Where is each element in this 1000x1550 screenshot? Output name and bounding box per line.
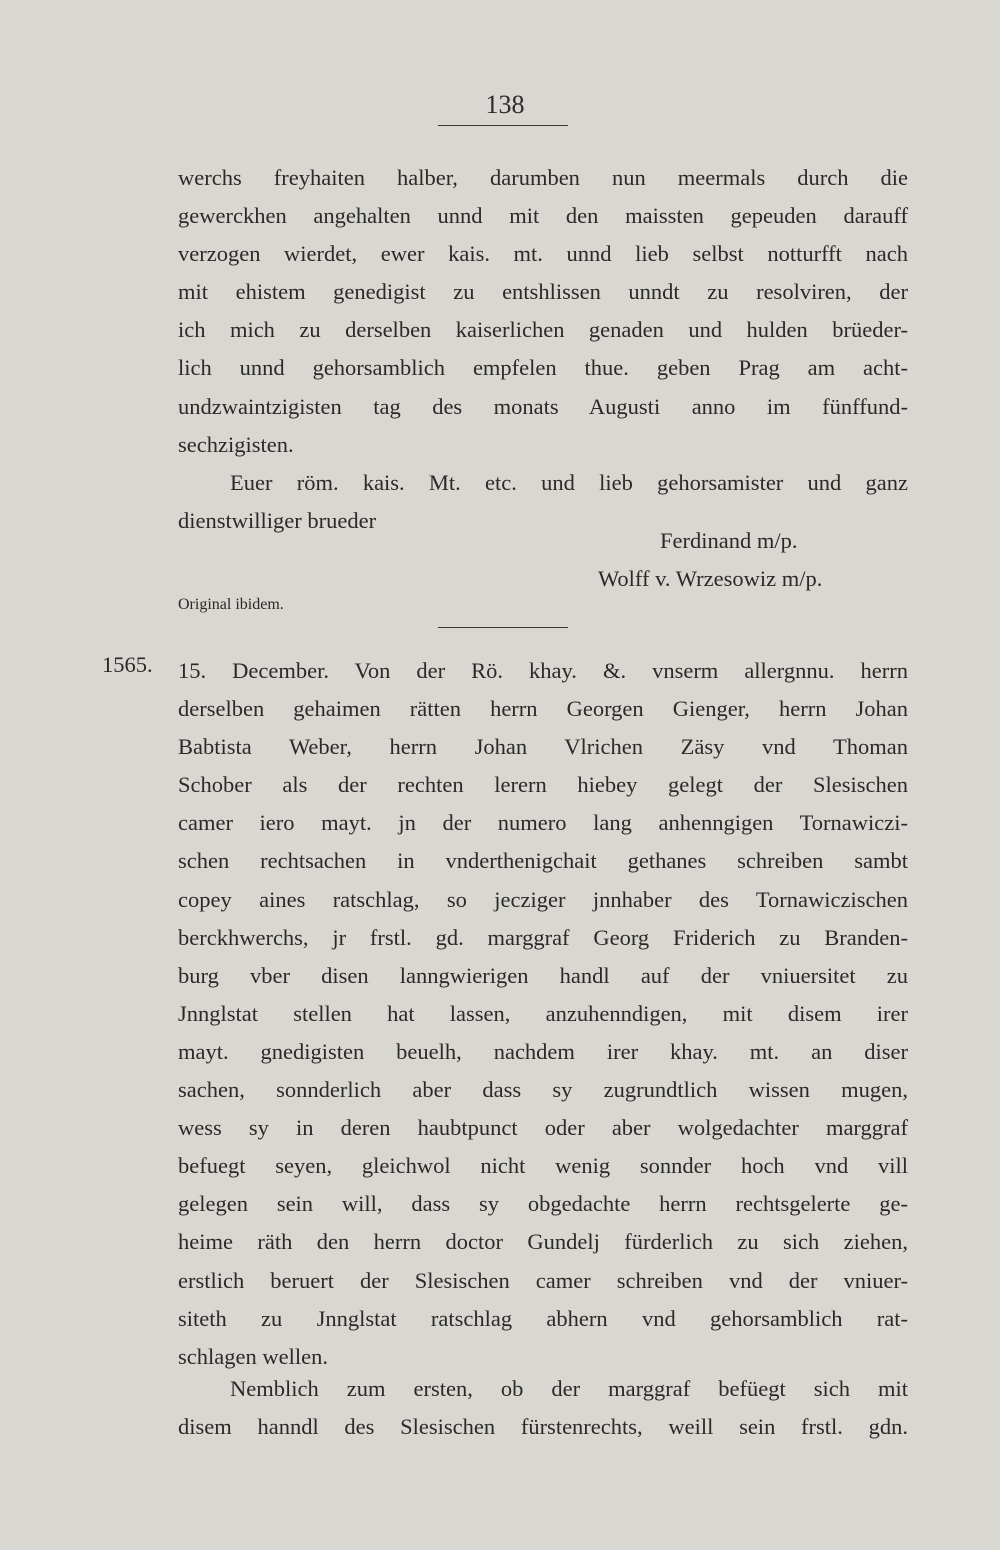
text-line: gewerckhen angehalten unnd mit den maissten gepeuden darauff [178,203,908,229]
text-line: undzwaintzigisten tag des monats Augusti anno im fünffund- [178,393,908,419]
text-line: copey aines ratschlag, so jecziger jnnhaber des Tornawiczischen [178,886,908,912]
text-line: gelegen sein will, dass sy obgedachte herrn rechtsgelerte ge- [178,1191,908,1217]
text-line: Jnnglstat stellen hat lassen, anzuhenndigen, mit disem irer [178,1000,908,1026]
entry-body [178,652,908,1376]
text-line: befuegt seyen, gleichwol nicht wenig sonnder hoch vnd vill [178,1153,908,1179]
text-line: disem hanndl des Slesischen fürstenrechts, weill sein frstl. gdn. [178,1414,908,1440]
header-rule [438,125,568,126]
letter-body [178,159,908,464]
text-line: ich mich zu derselben kaiserlichen genaden und hulden brüeder- [178,317,908,343]
text-line: Babtista Weber, herrn Johan Vlrichen Zäsy vnd Thoman [178,734,908,760]
text-line: mayt. gnedigisten beuelh, nachdem irer khay. mt. an diser [178,1038,908,1064]
text-line: sechzigisten. [178,431,294,457]
text-line: werchs freyhaiten halber, darumben nun meermals durch die [178,165,908,190]
text-line: dienstwilliger brueder [178,508,377,534]
text-line: burg vber disen lanngwierigen handl auf der vniuersitet zu [178,962,908,988]
letter-closing [178,464,908,540]
text-line: derselben gehaimen rätten herrn Georgen Gienger, herrn Johan [178,696,908,722]
text-line: sachen, sonnderlich aber dass sy zugrundtlich wissen mugen, [178,1077,908,1103]
text-line: schen rechtsachen in vnderthenigchait gethanes schreiben sambt [178,848,908,874]
entry-continuation [178,1370,908,1446]
signature-ferdinand: Ferdinand m/p. [660,528,798,553]
text-line: Nemblich zum ersten, ob der marggraf befüegt sich mit [230,1376,908,1401]
text-line: camer iero mayt. jn der numero lang anhenngigen Tornawiczi- [178,810,908,836]
text-line: mit ehistem genedigist zu entshlissen unndt zu resolviren, der [178,279,908,305]
text-line: wess sy in deren haubtpunct oder aber wolgedachter marggraf [178,1115,908,1141]
page-number: 138 [485,90,525,119]
text-line: siteth zu Jnnglstat ratschlag abhern vnd gehorsamblich rat- [178,1305,908,1331]
text-line: berckhwerchs, jr frstl. gd. marggraf Georg Friderich zu Branden- [178,924,908,950]
text-line: Schober als der rechten lerern hiebey gelegt der Slesischen [178,772,908,798]
text-line: schlagen wellen. [178,1343,328,1369]
text-line: 15. December. Von der Rö. khay. &. vnserm allergnnu. herrn [178,658,908,683]
source-note: Original ibidem. [178,596,284,613]
text-line: heime räth den herrn doctor Gundelj fürderlich zu sich ziehen, [178,1229,908,1255]
text-line: erstlich beruert der Slesischen camer schreiben vnd der vniuer- [178,1267,908,1293]
entry-year: 1565. [102,652,153,677]
text-line: Euer röm. kais. Mt. etc. und lieb gehorsamister und ganz [230,470,908,495]
section-divider [438,627,568,628]
signature-wolff: Wolff v. Wrzesowiz m/p. [598,566,823,591]
text-line: verzogen wierdet, ewer kais. mt. unnd lieb selbst notturfft nach [178,241,908,267]
text-line: lich unnd gehorsamblich empfelen thue. geben Prag am acht- [178,355,908,381]
